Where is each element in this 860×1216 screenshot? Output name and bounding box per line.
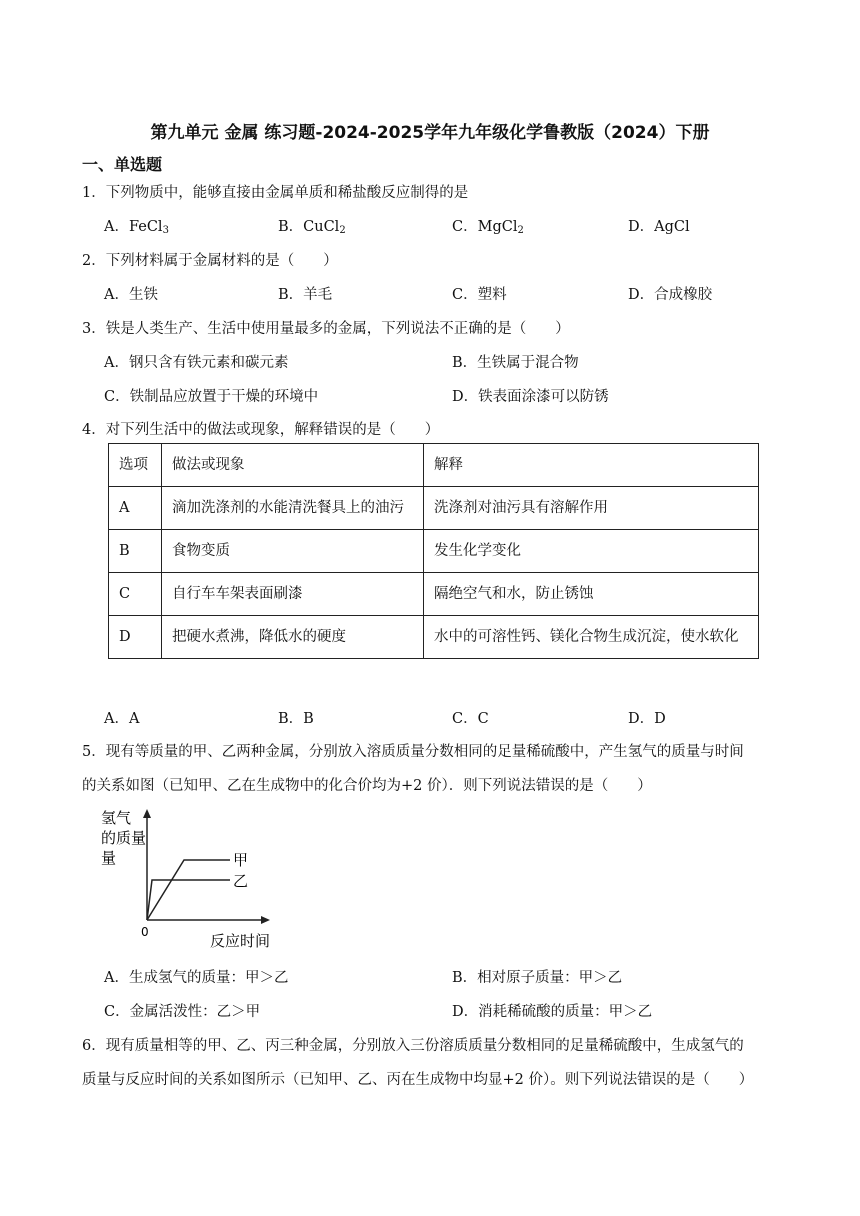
q4-option-a: A．A — [104, 711, 140, 727]
table-header-row — [109, 444, 759, 487]
table-cell: C — [109, 573, 162, 616]
q3-option-c: C．铁制品应放置于干燥的环境中 — [104, 389, 319, 405]
q4-option-b: B．B — [278, 711, 314, 727]
q2-option-c: C．塑料 — [452, 287, 507, 303]
q3-option-a: A．钢只含有铁元素和碳元素 — [104, 355, 289, 371]
q5-option-a: A．生成氢气的质量：甲＞乙 — [104, 970, 289, 986]
table-cell: 自行车车架表面刷漆 — [162, 573, 424, 616]
origin-label: 0 — [141, 925, 149, 939]
y-label-line-1: 氢气 — [101, 809, 132, 827]
question-2-stem: 2．下列材料属于金属材料的是（ ） — [82, 253, 338, 269]
table-header-cell: 解释 — [424, 444, 759, 487]
q2-option-b: B．羊毛 — [278, 287, 333, 303]
question-3-stem: 3．铁是人类生产、生活中使用量最多的金属，下列说法不正确的是（ ） — [82, 321, 570, 337]
table-row — [109, 487, 759, 530]
table-cell: 洗涤剂对油污具有溶解作用 — [424, 487, 759, 530]
q5-option-b: B．相对原子质量：甲＞乙 — [452, 970, 623, 986]
q1-option-c: C．MgCl$_2$ — [452, 219, 524, 236]
table-row — [109, 573, 759, 616]
q1-option-d: D．AgCl — [628, 219, 690, 235]
q3-option-d: D．铁表面涂漆可以防锈 — [452, 389, 609, 405]
table-cell: 食物变质 — [162, 530, 424, 573]
question-6-stem-line-2: 质量与反应时间的关系如图所示（已知甲、乙、丙在生成物中均显+2 价）。则下列说法错误的是（ ） — [82, 1072, 754, 1088]
q2-option-d: D．合成橡胶 — [628, 287, 713, 303]
q1-option-b: B．CuCl$_2$ — [278, 219, 346, 236]
page-title: 第九单元 金属 练习题-2024-2025学年九年级化学鲁教版（2024）下册 — [150, 123, 710, 143]
q2-option-a: A．生铁 — [104, 287, 158, 303]
table-cell: B — [109, 530, 162, 573]
q3-option-b: B．生铁属于混合物 — [452, 355, 579, 371]
q5-option-c: C．金属活泼性：乙＞甲 — [104, 1004, 261, 1020]
series-yi-label: 乙 — [233, 872, 249, 890]
table-header-cell: 做法或现象 — [162, 444, 424, 487]
table-cell: 把硬水煮沸，降低水的硬度 — [162, 616, 424, 659]
q1-option-a: A．FeCl$_3$ — [104, 219, 169, 236]
x-axis-arrow — [261, 916, 270, 924]
question-1-stem: 1．下列物质中，能够直接由金属单质和稀盐酸反应制得的是 — [82, 185, 469, 201]
table-row — [109, 616, 759, 659]
question-5-stem-line-1: 5．现有等质量的甲、乙两种金属，分别放入溶质质量分数相同的足量稀硫酸中，产生氢气的质量与时间 — [82, 744, 744, 760]
q5-graph — [96, 805, 286, 953]
table-cell: D — [109, 616, 162, 659]
table-cell: A — [109, 487, 162, 530]
table-row — [109, 530, 759, 573]
table-cell: 水中的可溶性钙、镁化合物生成沉淀，使水软化 — [424, 616, 759, 659]
y-axis-arrow — [143, 809, 151, 818]
q4-table — [108, 443, 759, 659]
series-jia-line — [147, 860, 230, 920]
table-cell: 隔绝空气和水，防止锈蚀 — [424, 573, 759, 616]
section-heading: 一、单选题 — [82, 155, 163, 174]
x-label: 反应时间 — [210, 932, 271, 950]
table-cell: 发生化学变化 — [424, 530, 759, 573]
question-6-stem-line-1: 6．现有质量相等的甲、乙、丙三种金属，分别放入三份溶质质量分数相同的足量稀硫酸中，生成氢气的 — [82, 1038, 744, 1054]
y-label-line-3: 量 — [101, 849, 117, 867]
table-header-cell: 选项 — [109, 444, 162, 487]
series-jia-label: 甲 — [233, 851, 249, 869]
question-4-stem: 4．对下列生活中的做法或现象，解释错误的是（ ） — [82, 422, 440, 438]
q4-option-c: C．C — [452, 711, 489, 727]
table-cell: 滴加洗涤剂的水能清洗餐具上的油污 — [162, 487, 424, 530]
q5-option-d: D．消耗稀硫酸的质量：甲＞乙 — [452, 1004, 653, 1020]
q4-option-d: D．D — [628, 711, 666, 727]
y-label-line-2: 的质量 — [101, 829, 147, 847]
question-5-stem-line-2: 的关系如图（已知甲、乙在生成物中的化合价均为+2 价）．则下列说法错误的是（ ） — [82, 778, 652, 794]
